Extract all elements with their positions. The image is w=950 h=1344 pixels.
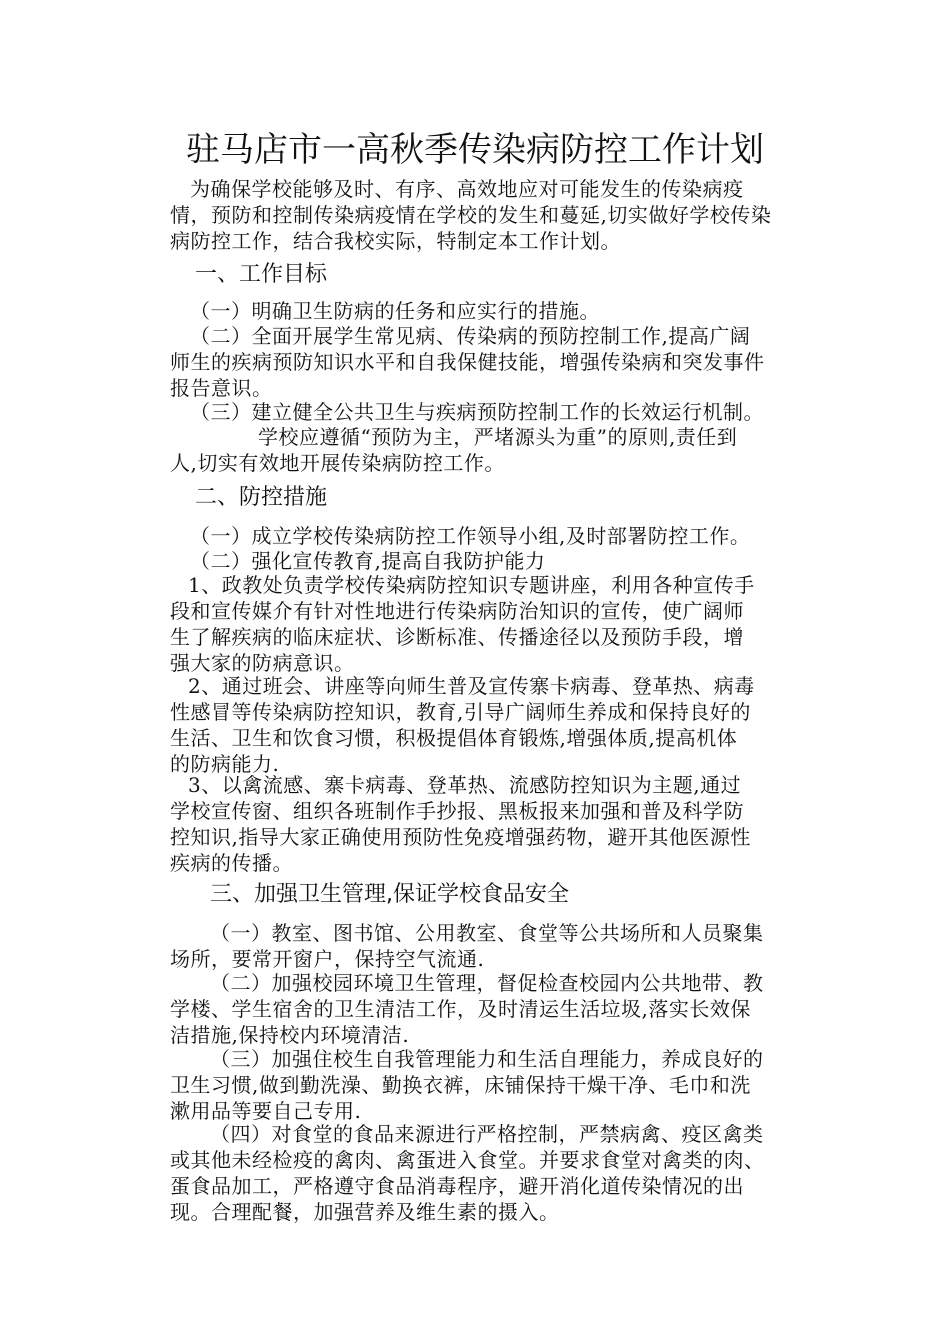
section-heading-hygiene: 三、加强卫生管理,保证学校食品安全 xyxy=(210,882,569,907)
text-line: 病防控工作，结合我校实际，特制定本工作计划。 xyxy=(170,229,621,253)
text-line: 情，预防和控制传染病疫情在学校的发生和蔓延,切实做好学校传染 xyxy=(170,203,772,227)
text-line: （三）建立健全公共卫生与疾病预防控制工作的长效运行机制。 xyxy=(190,400,764,424)
text-line: 场所，要常开窗户，保持空气流通. xyxy=(170,947,485,971)
text-line: （二）加强校园环境卫生管理，督促检查校园内公共地带、教 xyxy=(210,971,764,995)
hygiene-paragraph-3 xyxy=(170,1046,810,1124)
text-line: （一）教室、图书馆、公用教室、食堂等公共场所和人员聚集 xyxy=(210,921,764,945)
text-line: 控知识,指导大家正确使用预防性免疫增强药物，避开其他医源性 xyxy=(170,825,751,849)
text-line: 生活、卫生和饮食习惯，积极提倡体育锻炼,增强体质,提高机体 xyxy=(170,726,738,750)
document-title: 驻马店市一高秋季传染病防控工作计划 xyxy=(186,130,764,170)
text-line: 1、政教处负责学校传染病防控知识专题讲座，利用各种宣传手 xyxy=(188,573,755,597)
text-line: 强大家的防病意识。 xyxy=(170,651,355,675)
measure-paragraph-2 xyxy=(170,548,810,574)
measure-paragraph-5 xyxy=(170,772,810,876)
text-line: 师生的疾病预防知识水平和自我保健技能，增强传染病和突发事件 xyxy=(170,350,765,374)
measure-paragraph-4 xyxy=(170,673,810,777)
goal-paragraph-2 xyxy=(170,323,810,401)
goal-paragraph-3 xyxy=(170,399,810,425)
text-line: 蛋食品加工，严格遵守食品消毒程序，避开消化道传染情况的出 xyxy=(170,1174,744,1198)
text-line: 性感冒等传染病防控知识，教育,引导广阔师生养成和保持良好的 xyxy=(170,700,751,724)
text-line: （三）加强住校生自我管理能力和生活自理能力，养成良好的 xyxy=(210,1047,764,1071)
text-line: 人,切实有效地开展传染病防控工作。 xyxy=(170,451,505,475)
text-line: 3、以禽流感、寨卡病毒、登革热、流感防控知识为主题,通过 xyxy=(188,773,742,797)
goal-paragraph-1 xyxy=(170,298,810,324)
text-line: 疾病的传播。 xyxy=(170,851,293,875)
measure-paragraph-3 xyxy=(170,572,810,676)
text-line: （二）全面开展学生常见病、传染病的预防控制工作,提高广阔 xyxy=(190,324,751,348)
hygiene-paragraph-1 xyxy=(170,920,810,972)
text-line: （一）明确卫生防病的任务和应实行的措施。 xyxy=(190,299,600,323)
text-line: 报告意识。 xyxy=(170,376,273,400)
text-line: 现。合理配餐，加强营养及维生素的摄入。 xyxy=(170,1200,560,1224)
measure-paragraph-1 xyxy=(170,523,810,549)
text-line: 2、通过班会、讲座等向师生普及宣传寨卡病毒、登革热、病毒 xyxy=(188,674,755,698)
text-line: 学校宣传窗、组织各班制作手抄报、黑板报来加强和普及科学防 xyxy=(170,799,744,823)
section-heading-measures: 二、防控措施 xyxy=(195,485,328,510)
text-line: 或其他未经检疫的禽肉、禽蛋进入食堂。并要求食堂对禽类的肉、 xyxy=(170,1148,765,1172)
text-line: 生了解疾病的临床症状、诊断标准、传播途径以及预防手段，增 xyxy=(170,625,744,649)
text-line: （一）成立学校传染病防控工作领导小组,及时部署防控工作。 xyxy=(190,524,751,548)
text-line: 的防病能力. xyxy=(170,752,280,776)
text-line: 洁措施,保持校内环境清洁. xyxy=(170,1023,410,1047)
text-line: 学校应遵循“预防为主，严堵源头为重”的原则,责任到 xyxy=(258,425,738,449)
text-line: 漱用品等要自己专用. xyxy=(170,1099,362,1123)
hygiene-paragraph-4 xyxy=(170,1121,810,1225)
hygiene-paragraph-2 xyxy=(170,970,810,1048)
text-line: 为确保学校能够及时、有序、高效地应对可能发生的传染病疫 xyxy=(190,177,744,201)
text-line: （二）强化宣传教育,提高自我防护能力 xyxy=(190,549,546,573)
text-line: 学楼、学生宿舍的卫生清洁工作，及时清运生活垃圾,落实长效保 xyxy=(170,997,751,1021)
section-heading-goals: 一、工作目标 xyxy=(195,262,328,287)
goal-paragraph-4 xyxy=(170,424,810,476)
text-line: 段和宣传媒介有针对性地进行传染病防治知识的宣传，使广阔师 xyxy=(170,599,744,623)
text-line: 卫生习惯,做到勤洗澡、勤换衣裤，床铺保持干燥干净、毛巾和洗 xyxy=(170,1073,751,1097)
intro-paragraph xyxy=(170,176,810,254)
text-line: （四）对食堂的食品来源进行严格控制，严禁病禽、疫区禽类 xyxy=(210,1122,764,1146)
